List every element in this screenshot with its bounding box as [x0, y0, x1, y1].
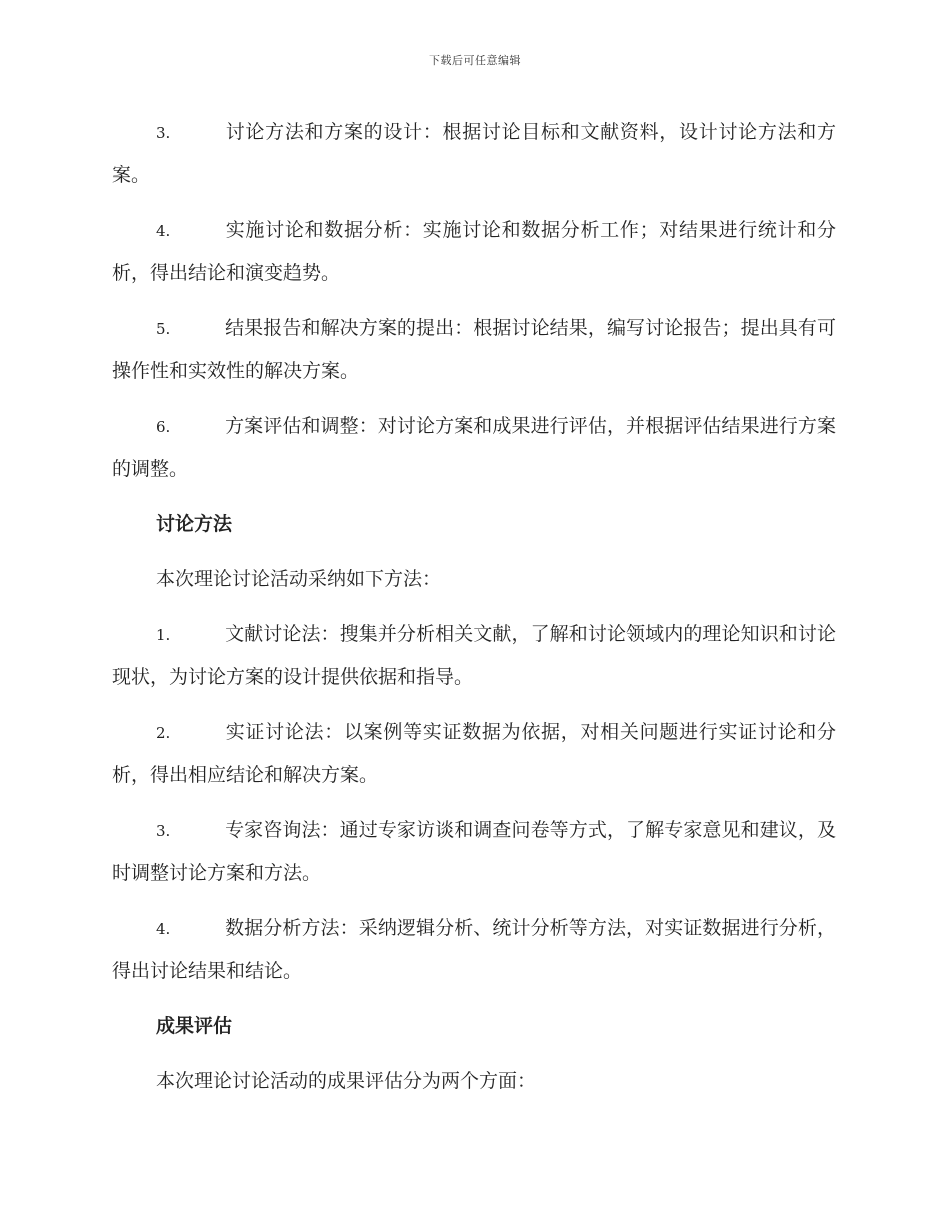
list-item [112, 613, 836, 698]
page-header: 下载后可任意编辑 [429, 54, 521, 67]
section-intro-methods: 本次理论讨论活动采纳如下方法： [156, 568, 442, 590]
section-heading-methods: 讨论方法 [156, 513, 233, 535]
list-item-text: 文献讨论法：搜集并分析相关文献，了解和讨论领域内的理论知识和讨论现状，为讨论方案的设计提供依据和指导。 [112, 623, 836, 688]
list-item-number: 3. [156, 124, 171, 142]
list-item-number: 4. [156, 920, 171, 938]
list-item-text: 实施讨论和数据分析：实施讨论和数据分析工作；对结果进行统计和分析，得出结论和演变趋势。 [112, 219, 836, 284]
list-item-number: 1. [156, 626, 171, 644]
list-item-number: 5. [156, 320, 171, 338]
list-item-number: 6. [156, 418, 171, 436]
list-item-number: 2. [156, 724, 171, 742]
section-heading-evaluation: 成果评估 [156, 1015, 233, 1037]
list-item-text: 讨论方法和方案的设计：根据讨论目标和文献资料，设计讨论方法和方案。 [112, 121, 836, 186]
list-item-text: 方案评估和调整：对讨论方案和成果进行评估，并根据评估结果进行方案的调整。 [112, 415, 836, 480]
list-item-number: 4. [156, 222, 171, 240]
document-body [112, 111, 836, 1115]
list-item-text: 实证讨论法：以案例等实证数据为依据，对相关问题进行实证讨论和分析，得出相应结论和解决方案。 [112, 721, 836, 786]
list-item [112, 111, 836, 196]
list-item [112, 307, 836, 392]
list-item-text: 数据分析方法：采纳逻辑分析、统计分析等方法，对实证数据进行分析，得出讨论结果和结论。 [112, 917, 836, 982]
list-item [112, 907, 836, 992]
list-item-text: 结果报告和解决方案的提出：根据讨论结果，编写讨论报告；提出具有可操作性和实效性的解决方案。 [112, 317, 836, 382]
section-intro-evaluation: 本次理论讨论活动的成果评估分为两个方面： [156, 1070, 537, 1092]
list-item [112, 809, 836, 894]
list-item-number: 3. [156, 822, 171, 840]
list-item [112, 711, 836, 796]
list-item-text: 专家咨询法：通过专家访谈和调查问卷等方式，了解专家意见和建议，及时调整讨论方案和方法。 [112, 819, 836, 884]
list-item [112, 209, 836, 294]
list-item [112, 405, 836, 490]
